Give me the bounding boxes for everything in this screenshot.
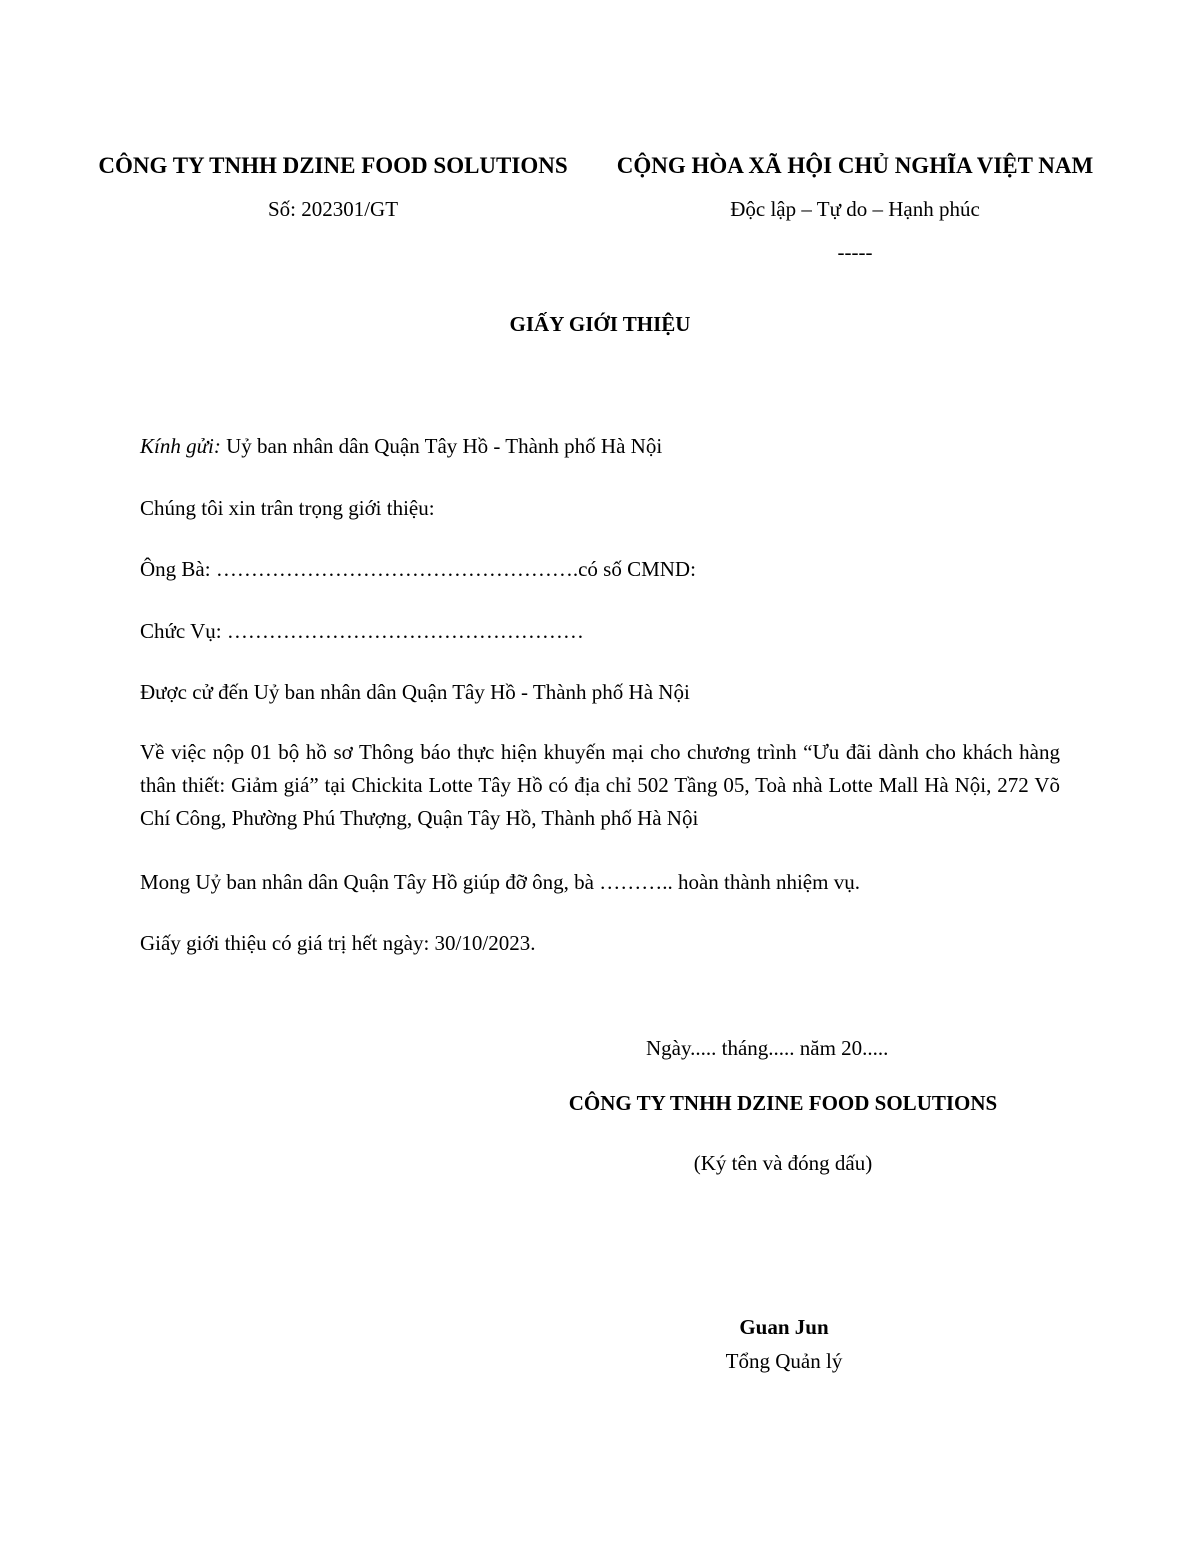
signer-name: Guan Jun: [739, 1315, 829, 1339]
recipient-value: Uỷ ban nhân dân Quận Tây Hồ - Thành phố Hà Nội: [220, 434, 663, 458]
person-line: Ông Bà: …………………………………………….có số CMND:: [140, 557, 696, 581]
date-line: Ngày..... tháng..... năm 20.....: [646, 1036, 889, 1060]
sent-to-line: Được cử đến Uỷ ban nhân dân Quận Tây Hồ - Thành phố Hà Nội: [140, 680, 690, 704]
signer-title: Tổng Quản lý: [725, 1349, 843, 1373]
document-title: GIẤY GIỚI THIỆU: [509, 312, 691, 336]
company-name-header: CÔNG TY TNHH DZINE FOOD SOLUTIONS: [98, 153, 568, 178]
position-line: Chức Vụ: ……………………………………………: [140, 619, 584, 643]
purpose-paragraph: Về việc nộp 01 bộ hồ sơ Thông báo thực hiện khuyến mại cho chương trình “Ưu đãi dành cho khách hàng thân thiết: Giảm giá” tại Chickita Lotte Tây Hồ có địa chỉ 502 Tầng 05, Toà nhà Lotte Mall Hà Nội, 272 Võ Chí Công, Phường Phú Thượng, Quận Tây Hồ, Thành phố Hà Nội: [140, 740, 1060, 830]
signature-company-name: CÔNG TY TNHH DZINE FOOD SOLUTIONS: [568, 1091, 998, 1115]
recipient-line: [140, 434, 1060, 459]
sign-note: (Ký tên và đóng dấu): [693, 1151, 873, 1175]
national-title: CỘNG HÒA XÃ HỘI CHỦ NGHĨA VIỆT NAM: [616, 153, 1094, 178]
request-line: Mong Uỷ ban nhân dân Quận Tây Hồ giúp đỡ ông, bà ……….. hoàn thành nhiệm vụ.: [140, 870, 860, 894]
recipient-label: Kính gửi:: [140, 434, 221, 458]
national-motto: Độc lập – Tự do – Hạnh phúc: [730, 197, 980, 221]
document-number: Số: 202301/GT: [267, 197, 399, 221]
validity-line: Giấy giới thiệu có giá trị hết ngày: 30/10/2023.: [140, 931, 536, 955]
intro-line: Chúng tôi xin trân trọng giới thiệu:: [140, 496, 435, 520]
motto-divider: -----: [837, 240, 873, 264]
